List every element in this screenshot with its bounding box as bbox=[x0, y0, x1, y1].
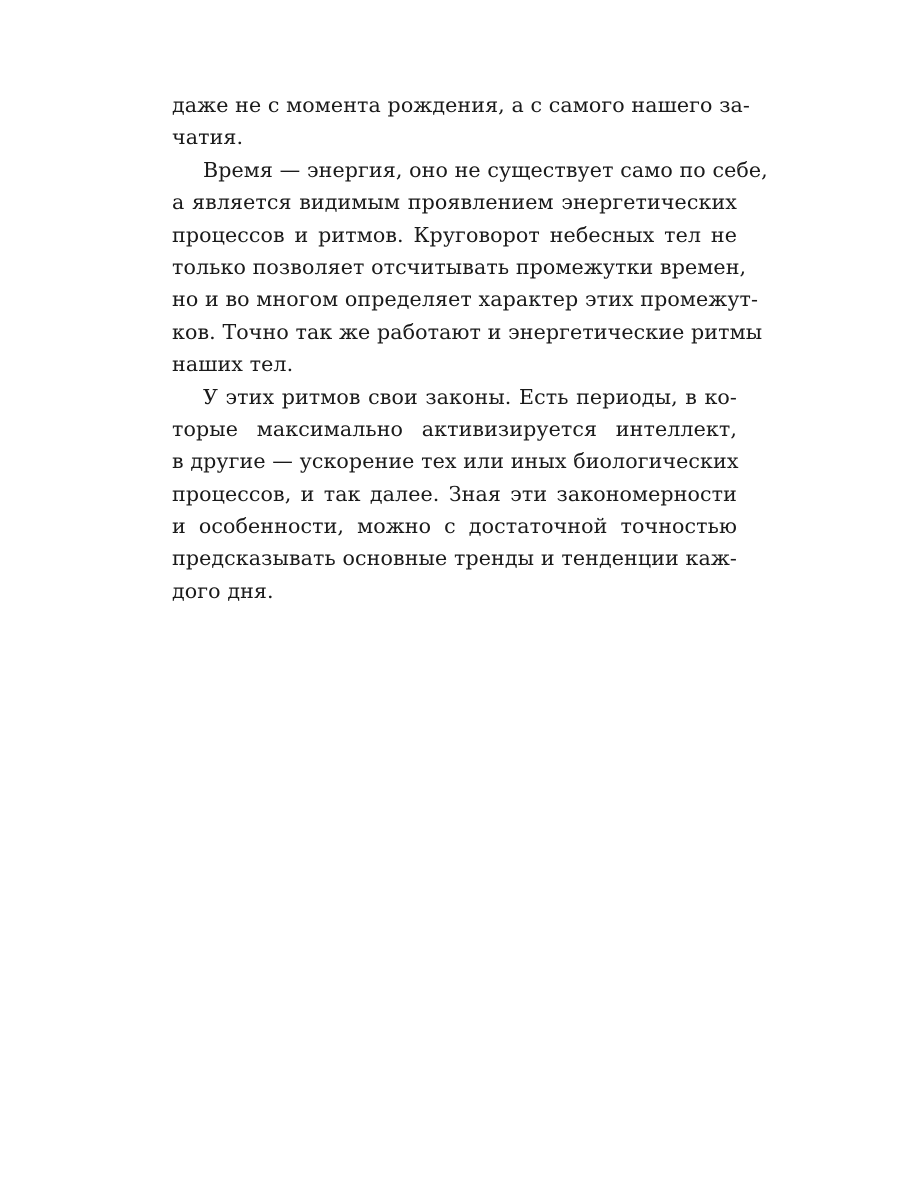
text-line: процессов, и так далее. Зная эти закономерности bbox=[172, 481, 737, 506]
text-line: и особенности, можно с достаточной точностью bbox=[172, 514, 737, 539]
text-line: даже не с момента рождения, а с самого нашего за- bbox=[172, 93, 750, 117]
text-line: дого дня. bbox=[172, 578, 274, 603]
text-line: а является видимым проявлением энергетических bbox=[172, 190, 737, 215]
text-line: в другие — ускорение тех или иных биологических bbox=[172, 449, 739, 474]
paragraph-1 bbox=[172, 89, 750, 154]
text-line: наших тел. bbox=[172, 352, 294, 377]
text-line: только позволяет отсчитывать промежутки времен, bbox=[172, 254, 747, 279]
text-line: Время — энергия, оно не существует само по себе, bbox=[203, 157, 768, 182]
text-line: но и во многом определяет характер этих промежут- bbox=[172, 287, 759, 312]
paragraph-2 bbox=[172, 154, 768, 381]
text-line: ков. Точно так же работают и энергетические ритмы bbox=[172, 319, 763, 344]
text-line: чатия. bbox=[172, 125, 244, 150]
body-text bbox=[172, 89, 768, 607]
text-line: процессов и ритмов. Круговорот небесных тел не bbox=[172, 222, 737, 247]
paragraph-3 bbox=[172, 381, 737, 608]
text-line: торые максимально активизируется интеллект, bbox=[172, 416, 737, 441]
text-line: предсказывать основные тренды и тенденции каж- bbox=[172, 546, 737, 571]
text-line: У этих ритмов свои законы. Есть периоды, в ко- bbox=[203, 384, 737, 409]
